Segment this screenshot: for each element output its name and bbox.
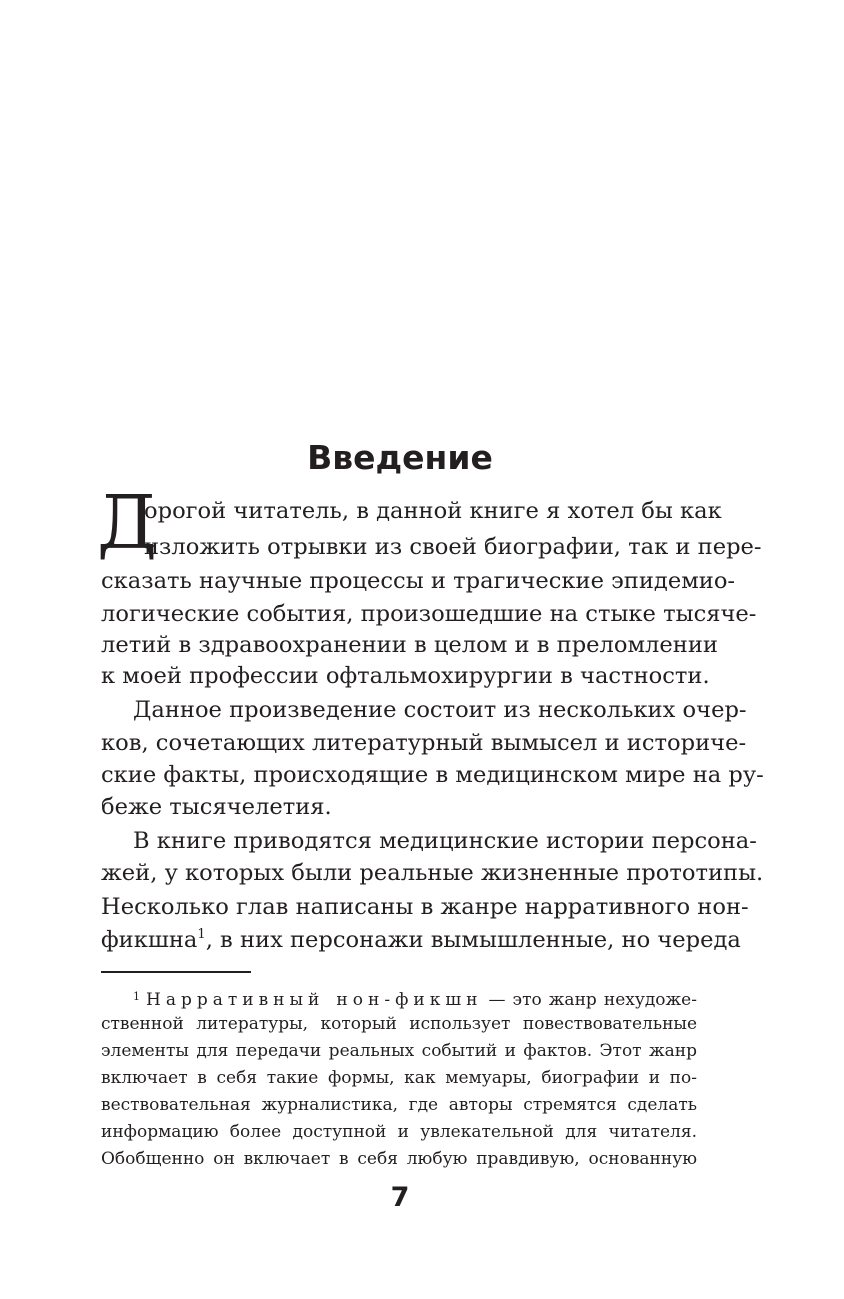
paragraph-3-line-3: Несколько глав написаны в жанре нарративного нон- [101, 894, 749, 920]
paragraph-3-line-2: жей, у которых были реальные жизненные прототипы. [101, 860, 764, 886]
page-number: 7 [390, 1182, 410, 1213]
footnote-line-5: вествовательная журналистика, где авторы стремятся сделать [101, 1095, 697, 1115]
paragraph-1-line-1: орогой читатель, в данной книге я хотел бы как [144, 498, 722, 524]
footnote-line-1-rest: — это жанр нехудоже- [488, 990, 697, 1010]
footnote-line-3: элементы для передачи реальных событий и фактов. Этот жанр [101, 1041, 697, 1061]
paragraph-2-line-2: ков, сочетающих литературный вымысел и историче- [101, 730, 747, 756]
paragraph-3-line-4-end: , в них персонажи вымышленные, но череда [205, 927, 741, 953]
paragraph-2-line-4: беже тысячелетия. [101, 794, 332, 820]
paragraph-1-line-6: к моей профессии офтальмохирургии в частности. [101, 663, 710, 689]
footnote-line-4: включает в себя такие формы, как мемуары, биографии и по- [101, 1068, 697, 1088]
footnote-mark: 1 [133, 990, 140, 1003]
chapter-title: Введение [307, 438, 493, 477]
paragraph-2-line-3: ские факты, происходящие в медицинском мире на ру- [101, 762, 764, 788]
paragraph-2-line-1: Данное произведение состоит из нескольких очер- [133, 697, 747, 723]
paragraph-1-line-4: логические события, произошедшие на стыке тысяче- [101, 601, 757, 627]
paragraph-3-line-4 [101, 925, 741, 955]
paragraph-1-line-5: летий в здравоохранении в целом и в преломлении [101, 632, 718, 658]
footnote-line-2: ственной литературы, который использует повествовательные [101, 1014, 697, 1034]
paragraph-1-line-3: сказать научные процессы и трагические эпидемио- [101, 568, 736, 594]
footnote-line-6: информацию более доступной и увлекательной для читателя. [101, 1122, 697, 1142]
drop-cap: Д [97, 480, 158, 566]
footnote-line-1 [133, 984, 697, 1013]
paragraph-3-line-4-start: фикшна [101, 927, 198, 953]
footnote-separator [101, 971, 251, 973]
paragraph-3-line-1: В книге приводятся медицинские истории персона- [133, 828, 757, 854]
footnote-reference[interactable]: 1 [197, 927, 206, 942]
footnote-term: Нарративный нон-фикшн [146, 990, 483, 1010]
paragraph-1-line-2: изложить отрывки из своей биографии, так и пере- [144, 534, 762, 560]
footnote-line-7: Обобщенно он включает в себя любую правдивую, основанную [101, 1149, 697, 1169]
